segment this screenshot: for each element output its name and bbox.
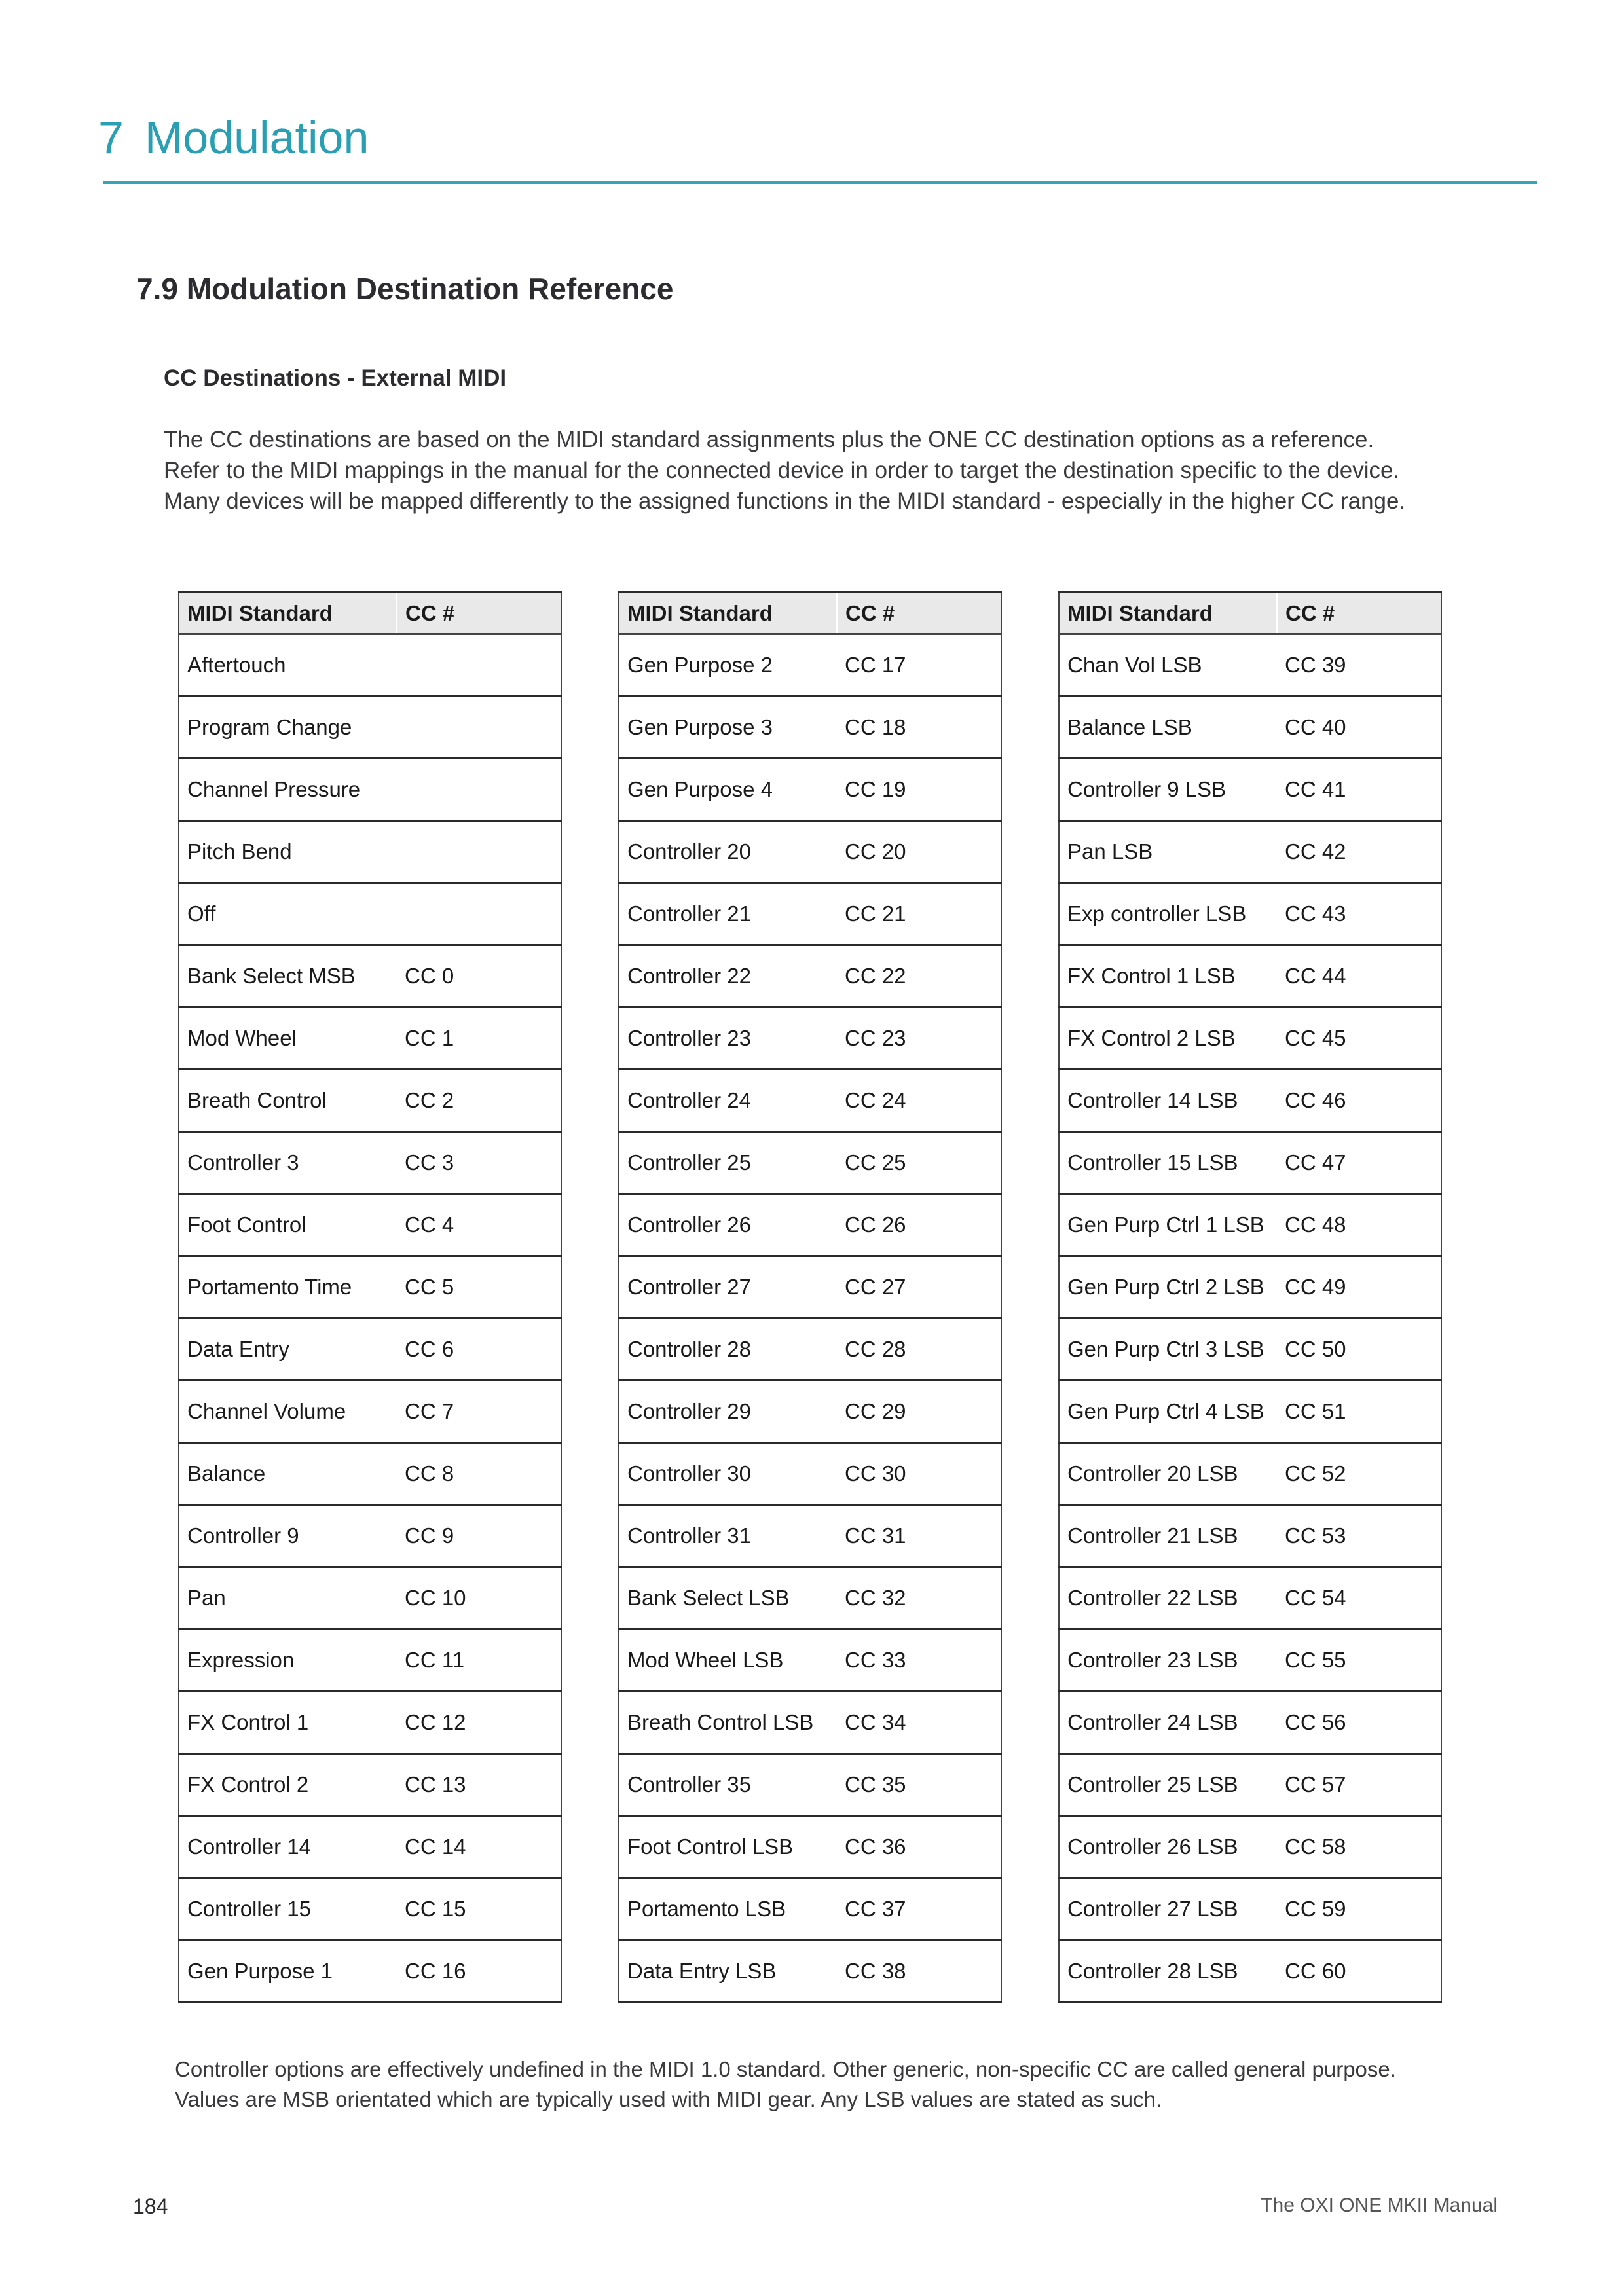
intro-paragraph (164, 424, 1405, 517)
midi-standard-cell: Mod Wheel (179, 1008, 397, 1070)
cc-number-cell: CC 51 (1277, 1381, 1441, 1443)
midi-standard-cell: Controller 21 (619, 883, 837, 945)
table-row (1059, 1443, 1441, 1505)
midi-standard-cell: Off (179, 883, 397, 945)
table-row (1059, 697, 1441, 759)
cc-number-cell: CC 18 (837, 697, 1001, 759)
cc-number-cell: CC 60 (1277, 1941, 1441, 2003)
table-row (1059, 634, 1441, 697)
cc-number-cell: CC 44 (1277, 945, 1441, 1008)
table-row (619, 1132, 1001, 1194)
table-row (1059, 945, 1441, 1008)
cc-number-cell: CC 10 (397, 1567, 561, 1630)
midi-standard-cell: Portamento LSB (619, 1878, 837, 1941)
table-row (179, 883, 561, 945)
column-header-cc-number: CC # (837, 592, 1001, 634)
midi-standard-cell: FX Control 2 (179, 1754, 397, 1816)
midi-standard-cell: Foot Control LSB (619, 1816, 837, 1878)
chapter-divider (103, 181, 1537, 184)
cc-number-cell: CC 37 (837, 1878, 1001, 1941)
midi-standard-cell: Pan LSB (1059, 821, 1277, 883)
midi-standard-cell: Controller 15 (179, 1878, 397, 1941)
table-row (1059, 1319, 1441, 1381)
table-row (179, 1816, 561, 1878)
midi-standard-cell: Controller 28 (619, 1319, 837, 1381)
table-row (1059, 1070, 1441, 1132)
table-row (1059, 1878, 1441, 1941)
table-row (179, 697, 561, 759)
table-row (179, 1070, 561, 1132)
cc-number-cell: CC 20 (837, 821, 1001, 883)
midi-standard-cell: Controller 20 (619, 821, 837, 883)
cc-number-cell: CC 34 (837, 1692, 1001, 1754)
cc-number-cell: CC 26 (837, 1194, 1001, 1256)
cc-number-cell: CC 2 (397, 1070, 561, 1132)
midi-standard-cell: Controller 25 LSB (1059, 1754, 1277, 1816)
table-row (619, 883, 1001, 945)
footnote-paragraph (175, 2054, 1396, 2115)
intro-line: Refer to the MIDI mappings in the manual for the connected device in order to target the destination specific to the device. (164, 458, 1400, 483)
midi-standard-cell: Gen Purpose 2 (619, 634, 837, 697)
cc-number-cell: CC 7 (397, 1381, 561, 1443)
midi-standard-cell: Program Change (179, 697, 397, 759)
midi-standard-cell: Gen Purp Ctrl 1 LSB (1059, 1194, 1277, 1256)
table-row (179, 1567, 561, 1630)
table-row (619, 1194, 1001, 1256)
cc-number-cell: CC 48 (1277, 1194, 1441, 1256)
table-row (619, 821, 1001, 883)
midi-standard-cell: FX Control 1 (179, 1692, 397, 1754)
cc-number-cell: CC 24 (837, 1070, 1001, 1132)
intro-line: Many devices will be mapped differently to the assigned functions in the MIDI standard - especially in the higher CC range. (164, 488, 1406, 514)
midi-standard-cell: Foot Control (179, 1194, 397, 1256)
cc-number-cell: CC 57 (1277, 1754, 1441, 1816)
table-row (1059, 1132, 1441, 1194)
chapter-number: 7 (98, 112, 124, 163)
table-row (179, 634, 561, 697)
cc-number-cell: CC 8 (397, 1443, 561, 1505)
cc-number-cell: CC 40 (1277, 697, 1441, 759)
cc-number-cell: CC 38 (837, 1941, 1001, 2003)
table-row (619, 1381, 1001, 1443)
cc-number-cell: CC 14 (397, 1816, 561, 1878)
table-row (179, 821, 561, 883)
cc-number-cell: CC 39 (1277, 634, 1441, 697)
table-row (1059, 1505, 1441, 1567)
table-row (619, 1941, 1001, 2003)
cc-number-cell: CC 47 (1277, 1132, 1441, 1194)
table-row (179, 1878, 561, 1941)
table-row (619, 1319, 1001, 1381)
cc-number-cell: CC 33 (837, 1630, 1001, 1692)
midi-standard-cell: Aftertouch (179, 634, 397, 697)
table-row (619, 945, 1001, 1008)
table-row (179, 1754, 561, 1816)
cc-table-3 (1058, 591, 1442, 2003)
cc-number-cell (397, 821, 561, 883)
cc-number-cell: CC 29 (837, 1381, 1001, 1443)
cc-table-2 (618, 591, 1002, 2003)
table-row (619, 1567, 1001, 1630)
cc-number-cell: CC 4 (397, 1194, 561, 1256)
cc-number-cell (397, 697, 561, 759)
table-row (619, 1692, 1001, 1754)
table-row (619, 1505, 1001, 1567)
column-header-midi-standard: MIDI Standard (1059, 592, 1277, 634)
midi-standard-cell: Controller 9 LSB (1059, 759, 1277, 821)
midi-standard-cell: Pitch Bend (179, 821, 397, 883)
midi-standard-cell: Portamento Time (179, 1256, 397, 1319)
table-row (1059, 1008, 1441, 1070)
cc-number-cell: CC 28 (837, 1319, 1001, 1381)
midi-standard-cell: Controller 26 LSB (1059, 1816, 1277, 1878)
cc-number-cell: CC 30 (837, 1443, 1001, 1505)
midi-standard-cell: Channel Volume (179, 1381, 397, 1443)
table-row (179, 1941, 561, 2003)
midi-standard-cell: Controller 14 (179, 1816, 397, 1878)
cc-number-cell: CC 32 (837, 1567, 1001, 1630)
midi-standard-cell: Controller 14 LSB (1059, 1070, 1277, 1132)
cc-number-cell: CC 15 (397, 1878, 561, 1941)
midi-standard-cell: Controller 30 (619, 1443, 837, 1505)
table-row (1059, 1692, 1441, 1754)
cc-number-cell (397, 759, 561, 821)
cc-number-cell: CC 6 (397, 1319, 561, 1381)
midi-standard-cell: Controller 27 (619, 1256, 837, 1319)
cc-number-cell: CC 36 (837, 1816, 1001, 1878)
midi-standard-cell: Exp controller LSB (1059, 883, 1277, 945)
table-row (179, 1630, 561, 1692)
midi-standard-cell: Controller 15 LSB (1059, 1132, 1277, 1194)
table-row (619, 1070, 1001, 1132)
cc-number-cell: CC 3 (397, 1132, 561, 1194)
footnote-line: Values are MSB orientated which are typically used with MIDI gear. Any LSB values are stated as such. (175, 2087, 1162, 2111)
table-row (179, 1194, 561, 1256)
cc-number-cell: CC 43 (1277, 883, 1441, 945)
cc-number-cell: CC 52 (1277, 1443, 1441, 1505)
table-row (1059, 1630, 1441, 1692)
intro-line: The CC destinations are based on the MIDI standard assignments plus the ONE CC destination options as a reference. (164, 427, 1375, 452)
midi-standard-cell: Data Entry LSB (619, 1941, 837, 2003)
cc-number-cell: CC 11 (397, 1630, 561, 1692)
column-header-cc-number: CC # (1277, 592, 1441, 634)
midi-standard-cell: Channel Pressure (179, 759, 397, 821)
midi-standard-cell: Controller 22 (619, 945, 837, 1008)
table-row (619, 1816, 1001, 1878)
cc-number-cell: CC 46 (1277, 1070, 1441, 1132)
midi-standard-cell: Controller 9 (179, 1505, 397, 1567)
cc-number-cell: CC 53 (1277, 1505, 1441, 1567)
midi-standard-cell: Controller 35 (619, 1754, 837, 1816)
midi-standard-cell: Balance (179, 1443, 397, 1505)
cc-number-cell: CC 22 (837, 945, 1001, 1008)
table-row (179, 1505, 561, 1567)
midi-standard-cell: Controller 3 (179, 1132, 397, 1194)
table-row (179, 1381, 561, 1443)
cc-number-cell (397, 634, 561, 697)
midi-standard-cell: Balance LSB (1059, 697, 1277, 759)
chapter-heading (98, 112, 369, 163)
table-row (1059, 1567, 1441, 1630)
midi-standard-cell: Mod Wheel LSB (619, 1630, 837, 1692)
cc-number-cell: CC 41 (1277, 759, 1441, 821)
midi-standard-cell: Gen Purp Ctrl 2 LSB (1059, 1256, 1277, 1319)
midi-standard-cell: Controller 31 (619, 1505, 837, 1567)
cc-number-cell: CC 9 (397, 1505, 561, 1567)
cc-number-cell: CC 16 (397, 1941, 561, 2003)
cc-number-cell: CC 55 (1277, 1630, 1441, 1692)
midi-standard-cell: Controller 24 (619, 1070, 837, 1132)
midi-standard-cell: Bank Select MSB (179, 945, 397, 1008)
midi-standard-cell: Gen Purpose 3 (619, 697, 837, 759)
midi-standard-cell: Gen Purpose 1 (179, 1941, 397, 2003)
midi-standard-cell: Controller 26 (619, 1194, 837, 1256)
cc-number-cell: CC 56 (1277, 1692, 1441, 1754)
cc-number-cell: CC 12 (397, 1692, 561, 1754)
midi-standard-cell: FX Control 2 LSB (1059, 1008, 1277, 1070)
table-row (1059, 1194, 1441, 1256)
table-row (1059, 1816, 1441, 1878)
table-row (179, 1008, 561, 1070)
table-row (1059, 1381, 1441, 1443)
column-header-midi-standard: MIDI Standard (179, 592, 397, 634)
manual-title: The OXI ONE MKII Manual (1261, 2195, 1498, 2216)
cc-number-cell: CC 19 (837, 759, 1001, 821)
midi-standard-cell: Controller 28 LSB (1059, 1941, 1277, 2003)
cc-number-cell: CC 45 (1277, 1008, 1441, 1070)
midi-standard-cell: Controller 29 (619, 1381, 837, 1443)
midi-standard-cell: Data Entry (179, 1319, 397, 1381)
table-row (179, 1692, 561, 1754)
cc-number-cell: CC 25 (837, 1132, 1001, 1194)
cc-table-1 (178, 591, 562, 2003)
midi-standard-cell: Bank Select LSB (619, 1567, 837, 1630)
cc-number-cell: CC 27 (837, 1256, 1001, 1319)
table-header-row (1059, 592, 1441, 634)
cc-number-cell: CC 23 (837, 1008, 1001, 1070)
section-title: 7.9 Modulation Destination Reference (136, 272, 674, 306)
cc-number-cell: CC 17 (837, 634, 1001, 697)
midi-standard-cell: Pan (179, 1567, 397, 1630)
table-header-row (619, 592, 1001, 634)
table-row (179, 1132, 561, 1194)
cc-number-cell: CC 54 (1277, 1567, 1441, 1630)
table-row (619, 1878, 1001, 1941)
midi-standard-cell: Controller 22 LSB (1059, 1567, 1277, 1630)
midi-standard-cell: Controller 25 (619, 1132, 837, 1194)
column-header-midi-standard: MIDI Standard (619, 592, 837, 634)
cc-number-cell: CC 0 (397, 945, 561, 1008)
cc-number-cell: CC 42 (1277, 821, 1441, 883)
cc-number-cell: CC 31 (837, 1505, 1001, 1567)
midi-standard-cell: Gen Purp Ctrl 3 LSB (1059, 1319, 1277, 1381)
midi-standard-cell: Breath Control (179, 1070, 397, 1132)
table-row (619, 759, 1001, 821)
column-header-cc-number: CC # (397, 592, 561, 634)
midi-standard-cell: Gen Purp Ctrl 4 LSB (1059, 1381, 1277, 1443)
footnote-line: Controller options are effectively undefined in the MIDI 1.0 standard. Other generic, non-specific CC are called general purpose. (175, 2057, 1396, 2081)
table-row (619, 697, 1001, 759)
midi-standard-cell: Controller 23 (619, 1008, 837, 1070)
midi-standard-cell: Controller 20 LSB (1059, 1443, 1277, 1505)
midi-standard-cell: Controller 23 LSB (1059, 1630, 1277, 1692)
cc-number-cell: CC 59 (1277, 1878, 1441, 1941)
table-header-row (179, 592, 561, 634)
table-row (1059, 1754, 1441, 1816)
midi-standard-cell: Controller 27 LSB (1059, 1878, 1277, 1941)
subsection-title: CC Destinations - External MIDI (164, 365, 507, 391)
table-row (619, 634, 1001, 697)
table-row (179, 1319, 561, 1381)
cc-number-cell: CC 35 (837, 1754, 1001, 1816)
cc-number-cell: CC 50 (1277, 1319, 1441, 1381)
midi-standard-cell: FX Control 1 LSB (1059, 945, 1277, 1008)
midi-standard-cell: Gen Purpose 4 (619, 759, 837, 821)
cc-number-cell: CC 13 (397, 1754, 561, 1816)
table-row (1059, 759, 1441, 821)
cc-number-cell: CC 49 (1277, 1256, 1441, 1319)
table-row (1059, 821, 1441, 883)
table-row (179, 1256, 561, 1319)
midi-standard-cell: Chan Vol LSB (1059, 634, 1277, 697)
table-row (619, 1630, 1001, 1692)
table-row (619, 1256, 1001, 1319)
cc-number-cell: CC 5 (397, 1256, 561, 1319)
table-row (1059, 1941, 1441, 2003)
table-row (179, 759, 561, 821)
cc-number-cell: CC 1 (397, 1008, 561, 1070)
midi-standard-cell: Expression (179, 1630, 397, 1692)
chapter-title: Modulation (144, 112, 369, 163)
cc-number-cell: CC 21 (837, 883, 1001, 945)
table-row (1059, 883, 1441, 945)
table-row (619, 1443, 1001, 1505)
page-number: 184 (133, 2195, 168, 2218)
midi-standard-cell: Breath Control LSB (619, 1692, 837, 1754)
cc-number-cell (397, 883, 561, 945)
table-row (179, 945, 561, 1008)
table-row (1059, 1256, 1441, 1319)
cc-number-cell: CC 58 (1277, 1816, 1441, 1878)
table-row (619, 1008, 1001, 1070)
midi-standard-cell: Controller 24 LSB (1059, 1692, 1277, 1754)
midi-standard-cell: Controller 21 LSB (1059, 1505, 1277, 1567)
table-row (179, 1443, 561, 1505)
table-row (619, 1754, 1001, 1816)
